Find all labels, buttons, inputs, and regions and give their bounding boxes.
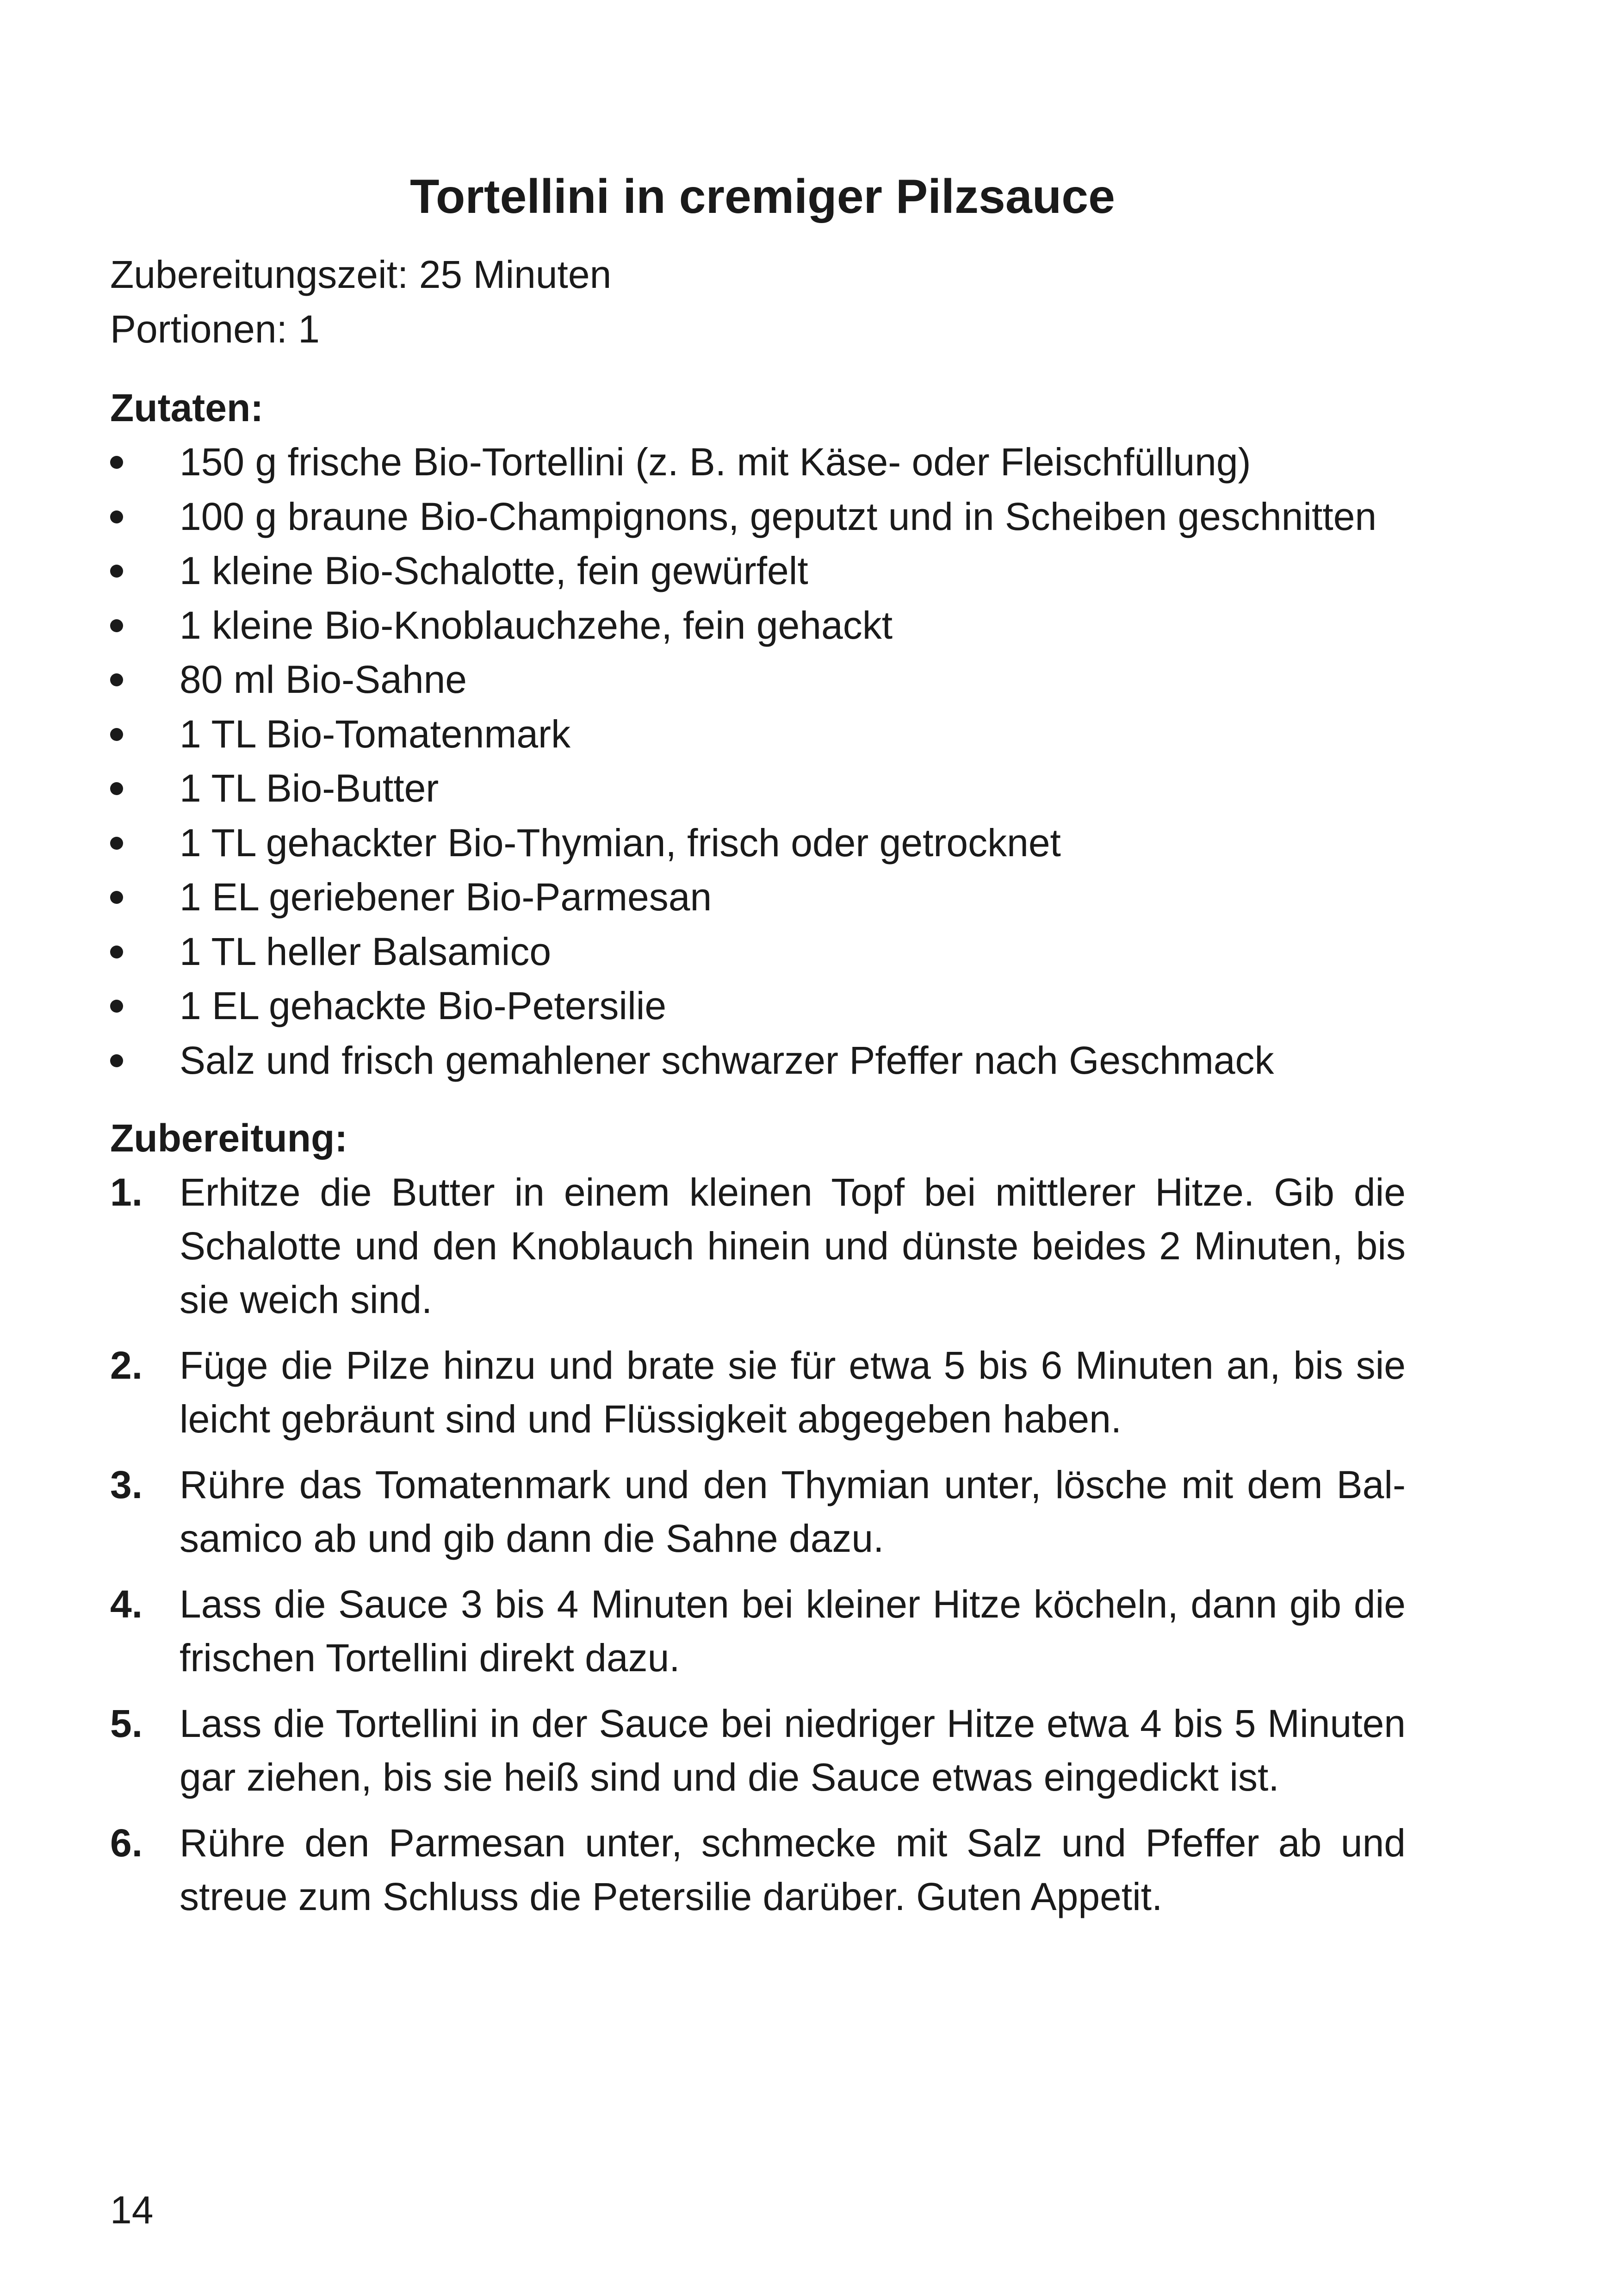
bullet-icon [110,510,123,523]
bullet-icon [110,565,123,578]
ingredient-item [110,925,1406,979]
step-number: 2. [110,1344,143,1387]
ingredient-text: 1 EL gehackte Bio-Petersilie [180,984,667,1027]
step-item [110,1458,1406,1565]
ingredient-text: 150 g frische Bio-Tortellini (z. B. mit Käse- oder Fleischfüllung) [180,440,1251,484]
step-text: Lass die Tortellini in der Sauce bei niedriger Hitze etwa 4 bis 5 Minuten gar ziehen, bis sie heiß sind und die Sauce etwas eingedickt ist. [180,1702,1406,1799]
step-item [110,1165,1406,1326]
bullet-icon [110,782,123,795]
ingredient-text: 1 kleine Bio-Knoblauchzehe, fein gehackt [180,603,893,647]
bullet-icon [110,728,123,741]
bullet-icon [110,891,123,904]
step-text: Füge die Pilze hinzu und brate sie für etwa 5 bis 6 Minuten an, bis sie leicht gebräunt sind und Flüssigkeit abgegeben haben. [180,1344,1406,1441]
step-item [110,1338,1406,1446]
ingredient-text: 1 EL geriebener Bio-Parmesan [180,875,712,919]
ingredient-item [110,490,1406,544]
ingredient-text: 1 TL gehackter Bio-Thymian, frisch oder getrocknet [180,821,1061,865]
step-number: 6. [110,1821,143,1865]
ingredient-item [110,1033,1406,1088]
ingredient-item [110,653,1406,707]
bullet-icon [110,946,123,958]
step-number: 4. [110,1582,143,1626]
preparation-steps [110,1165,1406,1923]
ingredient-item [110,435,1406,490]
preparation-heading: Zubereitung: [110,1116,348,1160]
bullet-icon [110,1054,123,1067]
ingredient-text: Salz und frisch gemahlener schwarzer Pfeffer nach Geschmack [180,1038,1274,1082]
bullet-icon [110,1000,123,1013]
ingredient-text: 80 ml Bio-Sahne [180,658,467,701]
ingredient-item [110,870,1406,925]
ingredient-item [110,979,1406,1033]
ingredient-item [110,707,1406,762]
step-item [110,1816,1406,1923]
step-item [110,1697,1406,1804]
ingredient-item [110,544,1406,598]
step-text: Lass die Sauce 3 bis 4 Minuten bei kleiner Hitze köcheln, dann gib die frischen Tortellini direkt dazu. [180,1582,1406,1680]
bullet-icon [110,837,123,850]
page-number: 14 [110,2188,154,2232]
step-item [110,1577,1406,1685]
ingredients-heading: Zutaten: [110,386,264,429]
recipe-content [110,167,1406,1935]
step-number: 1. [110,1170,143,1214]
step-number: 3. [110,1463,143,1506]
step-text: Rühre den Parmesan unter, schmecke mit Salz und Pfeffer ab und streue zum Schluss die Petersilie darüber. Guten Appetit. [180,1821,1406,1918]
bullet-icon [110,673,123,686]
recipe-title: Tortellini in cremiger Pilzsauce [410,170,1115,224]
prep-time: Zubereitungszeit: 25 Minuten [110,253,612,296]
bullet-icon [110,456,123,469]
ingredient-text: 100 g braune Bio-Champignons, geputzt und in Scheiben geschnitten [180,494,1377,538]
step-text: Erhitze die Butter in einem kleinen Topf bei mittlerer Hitze. Gib die Schalotte und den Knoblauch hinein und dünste beides 2 Minuten, bis sie weich sind. [180,1170,1406,1321]
ingredient-item [110,761,1406,816]
ingredient-text: 1 TL heller Balsamico [180,929,552,973]
servings: Portionen: 1 [110,307,320,351]
step-number: 5. [110,1702,143,1745]
ingredient-item [110,598,1406,653]
ingredient-text: 1 TL Bio-Tomatenmark [180,712,571,756]
ingredient-text: 1 TL Bio-Butter [180,766,439,810]
bullet-icon [110,619,123,632]
ingredient-item [110,816,1406,871]
ingredient-text: 1 kleine Bio-Schalotte, fein gewürfelt [180,549,808,592]
step-text: Rühre das Tomatenmark und den Thymian unter, lösche mit dem Balsamico ab und gib dann die Sahne dazu. [180,1463,1406,1560]
ingredients-list [110,435,1406,1088]
